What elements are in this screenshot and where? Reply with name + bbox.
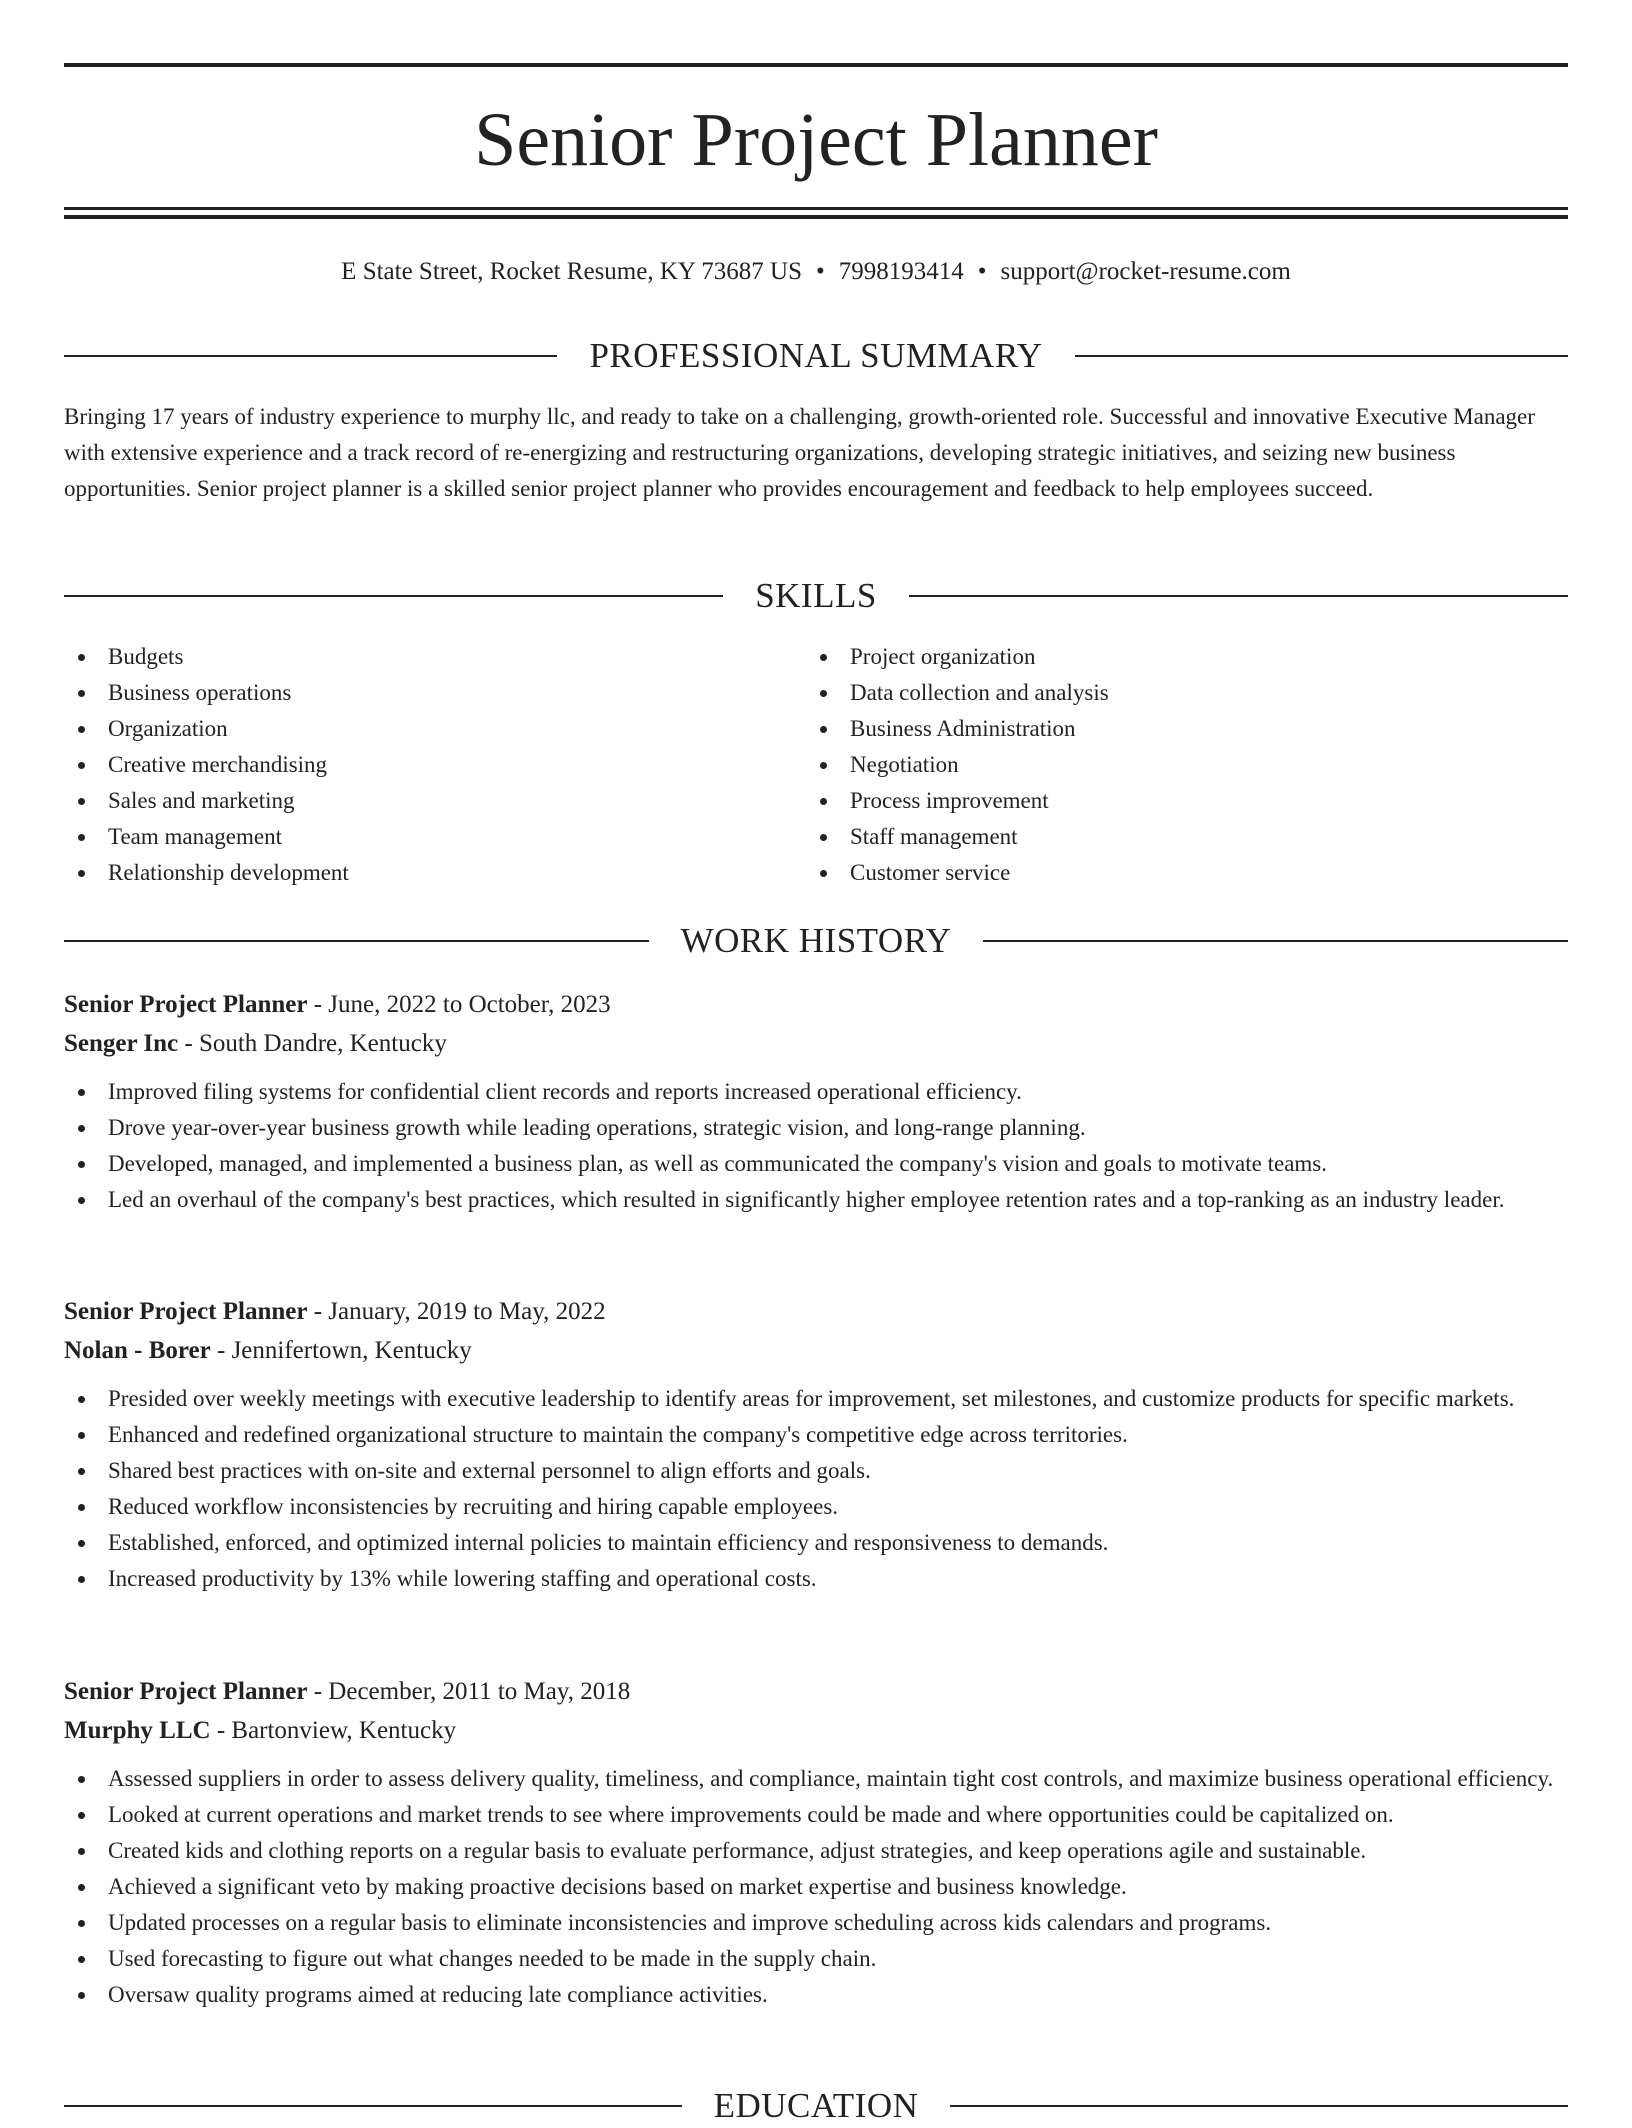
heading-rule-right bbox=[1075, 355, 1568, 357]
heading-rule-right bbox=[909, 595, 1568, 597]
skill-item-text: Creative merchandising bbox=[108, 752, 328, 777]
job-responsibilities bbox=[64, 1761, 1568, 2013]
job-responsibilities bbox=[64, 1381, 1568, 1597]
bullet-dot-icon bbox=[78, 1920, 85, 1927]
job-bullet-text: Oversaw quality programs aimed at reducing late compliance activities. bbox=[108, 1982, 768, 2007]
job-bullet bbox=[64, 1561, 1568, 1597]
skills-list-right bbox=[806, 639, 1506, 891]
skill-item bbox=[806, 783, 1506, 819]
bullet-dot-icon bbox=[820, 690, 827, 697]
job-dates: - December, 2011 to May, 2018 bbox=[307, 1678, 631, 1705]
bullet-dot-icon bbox=[78, 690, 85, 697]
job-title: Senior Project Planner bbox=[64, 991, 308, 1018]
job-bullet-text: Created kids and clothing reports on a regular basis to evaluate performance, adjust strategies, and keep operations agile and sustainable. bbox=[108, 1838, 1367, 1863]
section-heading-summary bbox=[64, 334, 1568, 378]
skill-item-text: Team management bbox=[108, 824, 283, 849]
header-bottom-rule bbox=[64, 207, 1568, 210]
section-title-skills: SKILLS bbox=[755, 576, 877, 615]
bullet-dot-icon bbox=[78, 1848, 85, 1855]
section-title-work: WORK HISTORY bbox=[680, 921, 952, 960]
skill-item bbox=[64, 855, 764, 891]
job-company: Nolan - Borer bbox=[64, 1337, 211, 1364]
bullet-dot-icon bbox=[78, 1576, 85, 1583]
section-heading-work bbox=[64, 919, 1568, 963]
bullet-dot-icon bbox=[820, 834, 827, 841]
job-company-line bbox=[64, 1331, 1568, 1370]
job-title-line bbox=[64, 1672, 1568, 1711]
job-bullet-text: Assessed suppliers in order to assess delivery quality, timeliness, and compliance, maintain tight cost controls, and maximize business operational efficiency. bbox=[108, 1766, 1554, 1791]
job-bullet bbox=[64, 1905, 1568, 1941]
bullet-dot-icon bbox=[820, 762, 827, 769]
bullet-dot-icon bbox=[78, 1504, 85, 1511]
header-top-rule bbox=[64, 63, 1568, 67]
job-bullet bbox=[64, 1074, 1568, 1110]
heading-rule-left bbox=[64, 595, 723, 597]
skill-item-text: Relationship development bbox=[108, 860, 349, 885]
skill-item bbox=[806, 819, 1506, 855]
skills-right bbox=[806, 639, 1506, 891]
skill-item bbox=[806, 711, 1506, 747]
bullet-dot-icon bbox=[78, 1089, 85, 1096]
skill-item-text: Customer service bbox=[850, 860, 1011, 885]
contact-email: support@rocket-resume.com bbox=[1000, 258, 1291, 285]
skills-list-left bbox=[64, 639, 764, 891]
skill-item-text: Process improvement bbox=[850, 788, 1049, 813]
summary-paragraph: Bringing 17 years of industry experience to murphy llc, and ready to take on a challenging, growth-oriented role. Successful and innovative Executive Manager with extensive experience and a track record of re-energizing and restructuring organizations, developing strategic initiatives, and seizing new business opportunities. Senior project planner is a skilled senior project planner who provides encouragement and feedback to help employees succeed. bbox=[64, 404, 1535, 501]
bullet-dot-icon bbox=[78, 762, 85, 769]
bullet-dot-icon bbox=[78, 1992, 85, 1999]
job-title: Senior Project Planner bbox=[64, 1298, 308, 1325]
bullet-dot-icon bbox=[78, 1197, 85, 1204]
skill-item bbox=[64, 639, 764, 675]
section-title-summary: PROFESSIONAL SUMMARY bbox=[589, 336, 1043, 375]
job-entry bbox=[64, 1672, 1568, 2013]
heading-rule-right bbox=[983, 940, 1568, 942]
skills-left bbox=[64, 639, 764, 891]
skill-item-text: Data collection and analysis bbox=[850, 680, 1109, 705]
bullet-dot-icon bbox=[78, 654, 85, 661]
job-bullet-text: Developed, managed, and implemented a business plan, as well as communicated the company's vision and goals to motivate teams. bbox=[108, 1151, 1327, 1176]
bullet-dot-icon bbox=[78, 1125, 85, 1132]
job-bullet-text: Presided over weekly meetings with executive leadership to identify areas for improvement, set milestones, and customize products for specific markets. bbox=[108, 1386, 1515, 1411]
job-title-line bbox=[64, 1292, 1568, 1331]
contact-address: E State Street, Rocket Resume, KY 73687 US bbox=[341, 258, 802, 285]
job-bullet-text: Achieved a significant veto by making proactive decisions based on market expertise and business knowledge. bbox=[108, 1874, 1127, 1899]
job-title: Senior Project Planner bbox=[64, 1678, 308, 1705]
skill-item-text: Business Administration bbox=[850, 716, 1076, 741]
bullet-dot-icon bbox=[820, 870, 827, 877]
job-title-line bbox=[64, 985, 1568, 1024]
skill-item bbox=[64, 747, 764, 783]
skill-item bbox=[806, 675, 1506, 711]
job-bullet bbox=[64, 1417, 1568, 1453]
bullet-dot-icon bbox=[78, 834, 85, 841]
job-bullet-text: Updated processes on a regular basis to eliminate inconsistencies and improve scheduling across kids calendars and programs. bbox=[108, 1910, 1272, 1935]
job-bullet-text: Used forecasting to figure out what changes needed to be made in the supply chain. bbox=[108, 1946, 877, 1971]
bullet-dot-icon bbox=[78, 1884, 85, 1891]
skill-item bbox=[806, 747, 1506, 783]
skill-item bbox=[64, 675, 764, 711]
job-location: - Jennifertown, Kentucky bbox=[210, 1337, 472, 1364]
header-bottom-rule-second bbox=[64, 215, 1568, 219]
job-bullet bbox=[64, 1941, 1568, 1977]
heading-rule-left bbox=[64, 2105, 682, 2107]
skill-item bbox=[806, 855, 1506, 891]
job-bullet-text: Looked at current operations and market trends to see where improvements could be made and where opportunities could be capitalized on. bbox=[108, 1802, 1394, 1827]
bullet-dot-icon bbox=[78, 798, 85, 805]
bullet-dot-icon bbox=[78, 1956, 85, 1963]
skill-item bbox=[64, 819, 764, 855]
bullet-dot-icon bbox=[78, 1812, 85, 1819]
job-bullet-text: Established, enforced, and optimized internal policies to maintain efficiency and responsiveness to demands. bbox=[108, 1530, 1109, 1555]
section-heading-education bbox=[64, 2084, 1568, 2128]
bullet-dot-icon bbox=[78, 1432, 85, 1439]
bullet-dot-icon bbox=[820, 798, 827, 805]
job-dates: - June, 2022 to October, 2023 bbox=[307, 991, 611, 1018]
bullet-dot-icon bbox=[78, 870, 85, 877]
skill-item-text: Negotiation bbox=[850, 752, 959, 777]
bullet-dot-icon bbox=[78, 1468, 85, 1475]
job-bullet-text: Increased productivity by 13% while lowering staffing and operational costs. bbox=[108, 1566, 817, 1591]
job-bullet bbox=[64, 1525, 1568, 1561]
page-title: Senior Project Planner bbox=[474, 98, 1158, 182]
job-bullet bbox=[64, 1797, 1568, 1833]
bullet-dot-icon bbox=[820, 726, 827, 733]
skill-item-text: Organization bbox=[108, 716, 228, 741]
bullet-dot-icon bbox=[78, 1540, 85, 1547]
job-company: Senger Inc bbox=[64, 1030, 179, 1057]
job-bullet-text: Shared best practices with on-site and external personnel to align efforts and goals. bbox=[108, 1458, 871, 1483]
job-bullet-text: Reduced workflow inconsistencies by recruiting and hiring capable employees. bbox=[108, 1494, 839, 1519]
skill-item-text: Project organization bbox=[850, 644, 1036, 669]
skill-item-text: Sales and marketing bbox=[108, 788, 295, 813]
bullet-dot-icon bbox=[78, 1161, 85, 1168]
heading-rule-left bbox=[64, 355, 557, 357]
job-bullet bbox=[64, 1833, 1568, 1869]
skill-item bbox=[806, 639, 1506, 675]
job-bullet bbox=[64, 1146, 1568, 1182]
heading-rule-right bbox=[950, 2105, 1568, 2107]
skill-item-text: Staff management bbox=[850, 824, 1018, 849]
job-bullet-text: Led an overhaul of the company's best practices, which resulted in significantly higher employee retention rates and a top-ranking as an industry leader. bbox=[108, 1187, 1505, 1212]
contact-separator: • bbox=[977, 258, 987, 285]
contact-phone: 7998193414 bbox=[838, 258, 964, 285]
skill-item bbox=[64, 783, 764, 819]
job-responsibilities bbox=[64, 1074, 1568, 1218]
job-bullet bbox=[64, 1869, 1568, 1905]
heading-rule-left bbox=[64, 940, 649, 942]
job-entry bbox=[64, 985, 1568, 1218]
bullet-dot-icon bbox=[820, 654, 827, 661]
job-dates: - January, 2019 to May, 2022 bbox=[307, 1298, 606, 1325]
job-company-line bbox=[64, 1711, 1568, 1750]
job-bullet-text: Enhanced and redefined organizational structure to maintain the company's competitive edge across territories. bbox=[108, 1422, 1128, 1447]
job-bullet bbox=[64, 1489, 1568, 1525]
job-bullet bbox=[64, 1182, 1568, 1218]
job-bullet-text: Drove year-over-year business growth while leading operations, strategic vision, and long-range planning. bbox=[108, 1115, 1086, 1140]
contact-line bbox=[64, 254, 1568, 290]
job-bullet bbox=[64, 1453, 1568, 1489]
job-bullet bbox=[64, 1761, 1568, 1797]
bullet-dot-icon bbox=[78, 1396, 85, 1403]
job-location: - South Dandre, Kentucky bbox=[178, 1030, 447, 1057]
bullet-dot-icon bbox=[78, 726, 85, 733]
section-title-education: EDUCATION bbox=[713, 2086, 919, 2125]
skill-item-text: Business operations bbox=[108, 680, 292, 705]
job-bullet bbox=[64, 1110, 1568, 1146]
job-bullet bbox=[64, 1977, 1568, 2013]
job-company-line bbox=[64, 1024, 1568, 1063]
section-heading-skills bbox=[64, 574, 1568, 618]
job-location: - Bartonview, Kentucky bbox=[210, 1717, 457, 1744]
job-company: Murphy LLC bbox=[64, 1717, 211, 1744]
skill-item bbox=[64, 711, 764, 747]
contact-separator: • bbox=[816, 258, 825, 285]
job-bullet-text: Improved filing systems for confidential client records and reports increased operational efficiency. bbox=[108, 1079, 1022, 1104]
job-entry bbox=[64, 1292, 1568, 1597]
bullet-dot-icon bbox=[78, 1776, 85, 1783]
skill-item-text: Budgets bbox=[108, 644, 184, 669]
job-bullet bbox=[64, 1381, 1568, 1417]
